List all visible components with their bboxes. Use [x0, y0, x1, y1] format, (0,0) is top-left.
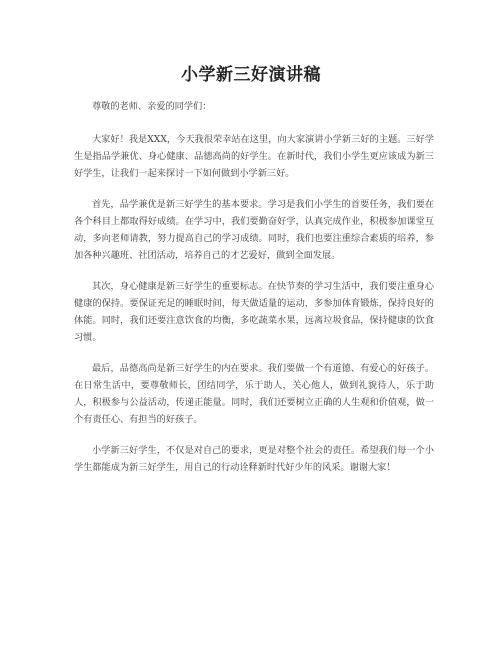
- paragraph-intro: 大家好！我是XXX，今天我很荣幸站在这里，向大家演讲小学新三好的主题。三好学生是指品学兼优、身心健康、品德高尚的好学生。在新时代，我们小学生更应该成为新三好学生，让我们一起来探讨一下如何做到小学新三好。: [74, 134, 434, 179]
- paragraph-conclusion: 小学新三好学生，不仅是对自己的要求，更是对整个社会的责任。希望我们每一个小学生都能成为新三好学生，用自己的行动诠释新时代好少年的风采。谢谢大家！: [74, 445, 434, 473]
- paragraph-morality: 最后，品德高尚是新三好学生的内在要求。我们要做一个有道德、有爱心的好孩子。在日常生活中，要尊敬师长，团结同学，乐于助人，关心他人，做到礼貌待人，乐于助人，积极参与公益活动，传递正能量。同时，我们还要树立正确的人生观和价值观，做一个有责任心、有担当的好孩子。: [74, 363, 434, 425]
- document-body: [74, 98, 434, 490]
- document-title: 小学新三好演讲稿: [181, 65, 321, 85]
- paragraph-academics: 首先，品学兼优是新三好学生的基本要求。学习是我们小学生的首要任务，我们要在各个科目上都取得好成绩。在学习中，我们要勤奋好学，认真完成作业，积极参加课堂互动，多向老师请教，努力提高自己的学习成绩。同时，我们也要注重综合素质的培养，参加各种兴趣班、社团活动，培养自己的才艺爱好，做到全面发展。: [74, 199, 434, 261]
- greeting: 尊敬的老师、亲爱的同学们：: [92, 101, 212, 112]
- paragraph-health: 其次，身心健康是新三好学生的重要标志。在快节奏的学习生活中，我们要注重身心健康的保持。要保证充足的睡眠时间，每天做适量的运动，多参加体育锻炼，保持良好的体能。同时，我们还要注意饮食的均衡，多吃蔬菜水果，远离垃圾食品，保持健康的饮食习惯。: [74, 281, 434, 343]
